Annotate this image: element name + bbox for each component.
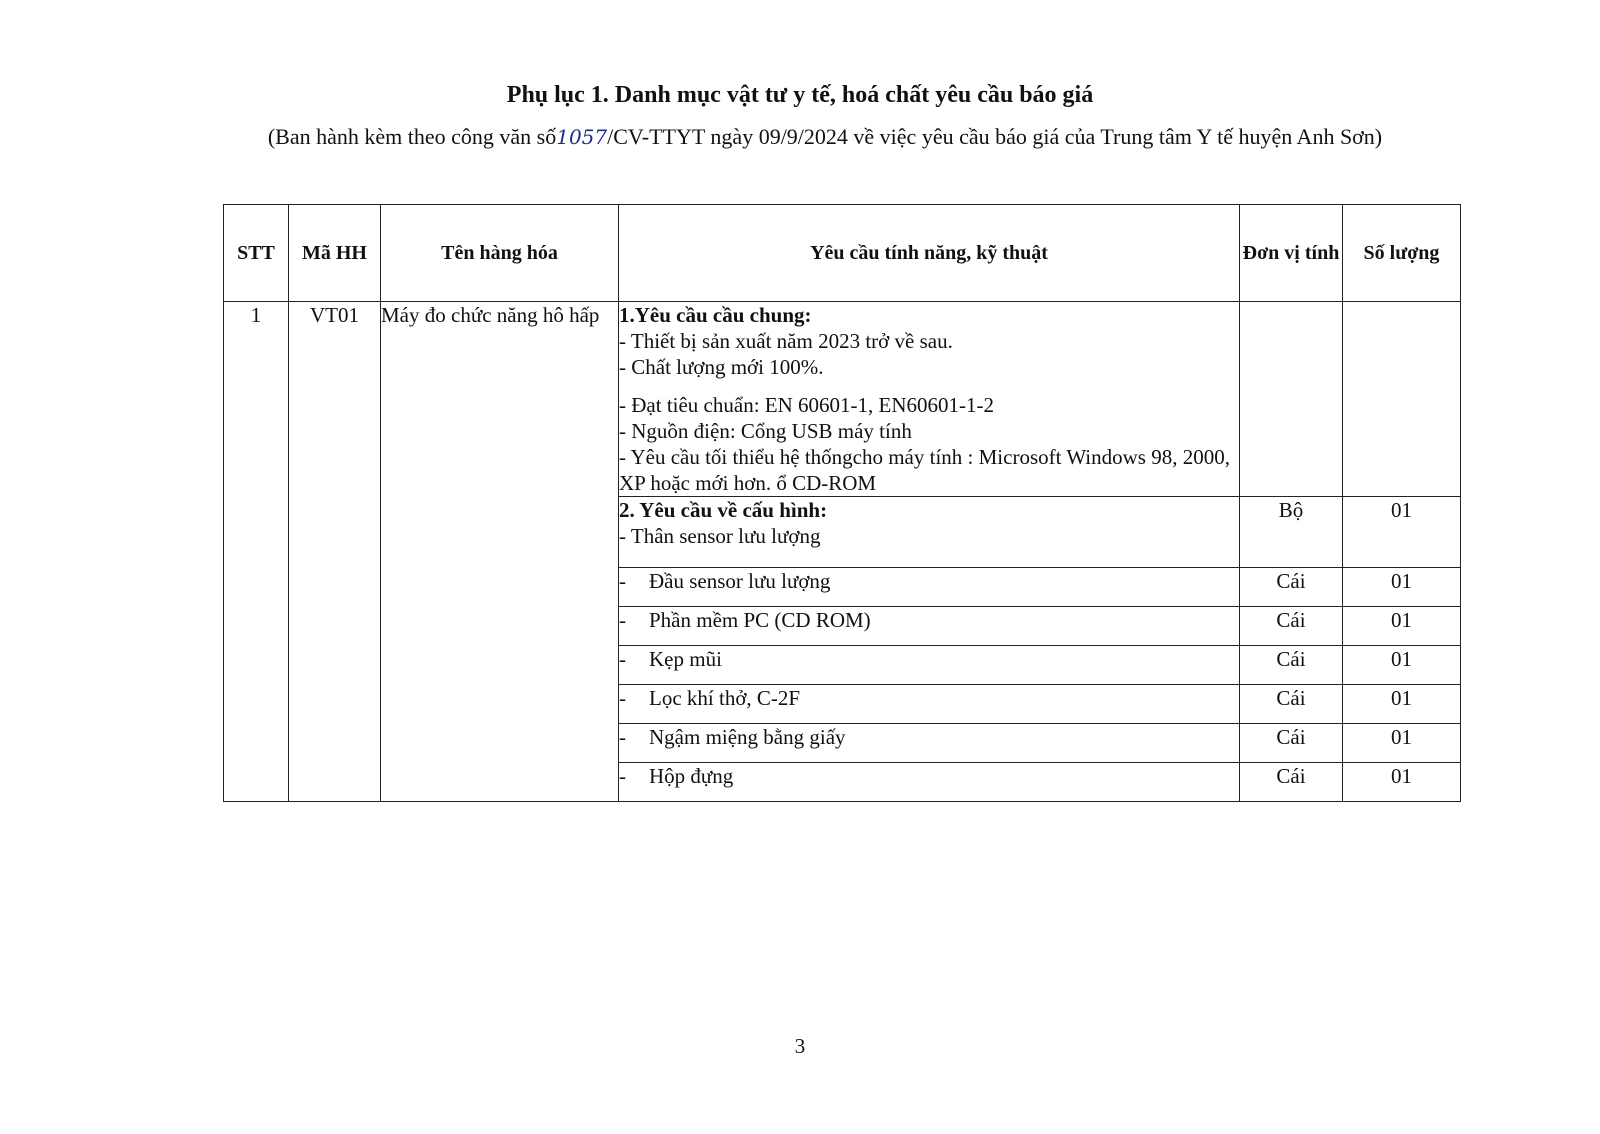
header-so-luong: Số lượng xyxy=(1343,205,1461,302)
header-don-vi: Đơn vị tính xyxy=(1240,205,1343,302)
header-ten-hang-hoa: Tên hàng hóa xyxy=(381,205,619,302)
cell-unit: Cái xyxy=(1240,685,1343,724)
page-number: 3 xyxy=(794,1034,806,1058)
cell-qty: 01 xyxy=(1343,646,1461,685)
cell-qty: 01 xyxy=(1343,497,1461,568)
general-line: - Nguồn điện: Cổng USB máy tính xyxy=(619,419,912,443)
page-subtitle xyxy=(235,122,1415,152)
config-heading: 2. Yêu cầu về cấu hình: xyxy=(619,498,828,522)
handwritten-document-number: 1057 xyxy=(556,125,608,149)
cell-config-requirements xyxy=(619,497,1240,568)
cell-empty-qty xyxy=(1343,302,1461,497)
table-header-row xyxy=(224,205,1461,302)
cell-unit: Bộ xyxy=(1240,497,1343,568)
general-line: - Thiết bị sản xuất năm 2023 trở về sau. xyxy=(619,329,953,353)
items-table xyxy=(223,204,1461,802)
cell-unit: Cái xyxy=(1240,646,1343,685)
cell-unit: Cái xyxy=(1240,724,1343,763)
table-row xyxy=(224,302,1461,497)
component-name-cell: - Lọc khí thở, C-2F xyxy=(619,685,1240,724)
cell-empty-unit xyxy=(1240,302,1343,497)
general-line: - Chất lượng mới 100%. xyxy=(619,355,824,379)
cell-stt: 1 xyxy=(224,302,289,802)
component-name-cell: - Phần mềm PC (CD ROM) xyxy=(619,607,1240,646)
cell-ma-hh: VT01 xyxy=(289,302,381,802)
cell-unit: Cái xyxy=(1240,763,1343,802)
cell-general-requirements xyxy=(619,302,1240,497)
subtitle-suffix: /CV-TTYT ngày 09/9/2024 về việc yêu cầu báo giá của Trung tâm Y tế huyện Anh Sơn) xyxy=(607,124,1383,149)
general-heading: 1.Yêu cầu cầu chung: xyxy=(619,303,812,327)
config-first-line: - Thân sensor lưu lượng xyxy=(619,524,821,548)
general-line: - Yêu cầu tối thiểu hệ thốngcho máy tính : Microsoft Windows 98, 2000, XP hoặc mới hơn. ổ CD-ROM xyxy=(619,445,1230,495)
component-name-cell: - Đầu sensor lưu lượng xyxy=(619,568,1240,607)
general-line: - Đạt tiêu chuẩn: EN 60601-1, EN60601-1-2 xyxy=(619,393,994,417)
component-name-cell: - Ngậm miệng bằng giấy xyxy=(619,724,1240,763)
cell-ten-hang-hoa: Máy đo chức năng hô hấp xyxy=(381,302,619,802)
subtitle-prefix: (Ban hành kèm theo công văn số xyxy=(267,124,557,149)
cell-qty: 01 xyxy=(1343,568,1461,607)
page-title: Phụ lục 1. Danh mục vật tư y tế, hoá chất yêu cầu báo giá xyxy=(506,82,1094,108)
component-name-cell: - Hộp đựng xyxy=(619,763,1240,802)
header-stt: STT xyxy=(224,205,289,302)
cell-unit: Cái xyxy=(1240,607,1343,646)
header-ma-hh: Mã HH xyxy=(289,205,381,302)
header-yeu-cau: Yêu cầu tính năng, kỹ thuật xyxy=(619,205,1240,302)
cell-unit: Cái xyxy=(1240,568,1343,607)
cell-qty: 01 xyxy=(1343,685,1461,724)
component-name-cell: - Kẹp mũi xyxy=(619,646,1240,685)
cell-qty: 01 xyxy=(1343,763,1461,802)
cell-qty: 01 xyxy=(1343,607,1461,646)
cell-qty: 01 xyxy=(1343,724,1461,763)
